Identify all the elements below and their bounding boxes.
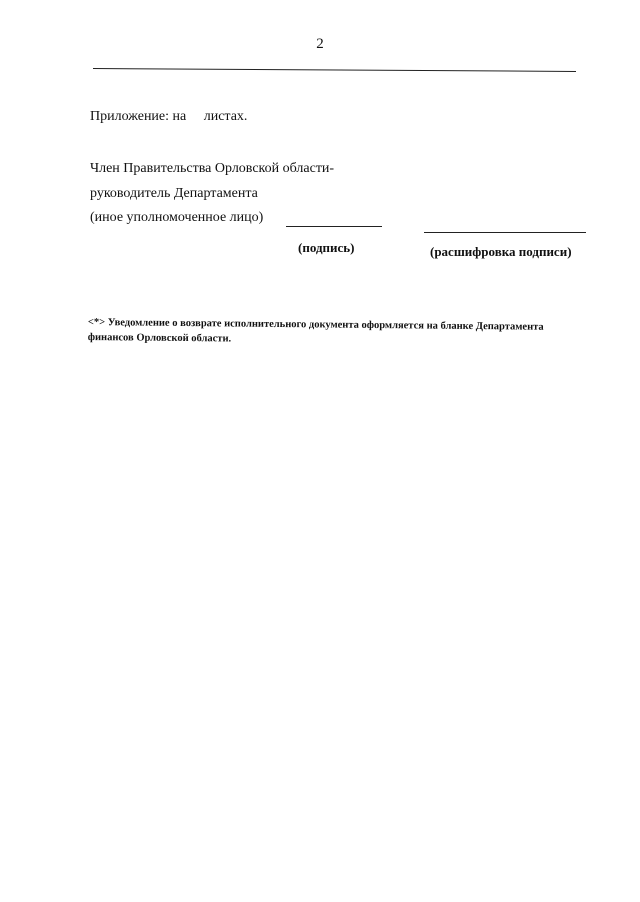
signature-decode-caption: (расшифровка подписи) [430,244,572,259]
header-rule [93,68,576,72]
footnote: <*> Уведомление о возврате исполнительного документа оформляется на бланке Департамента финансов Орловской области. [87,316,544,345]
signer-title-line-3: (иное уполномоченное лицо) [90,210,264,225]
signature-line [286,226,382,227]
signature-decode-line [424,232,586,233]
attachment-line: Приложение: на листах. [90,109,248,124]
signer-title-line-2: руководитель Департамента [90,186,258,201]
signer-title-line-1: Член Правительства Орловской области- [90,161,335,176]
page-number: 2 [316,36,324,52]
signature-caption: (подпись) [298,240,355,255]
